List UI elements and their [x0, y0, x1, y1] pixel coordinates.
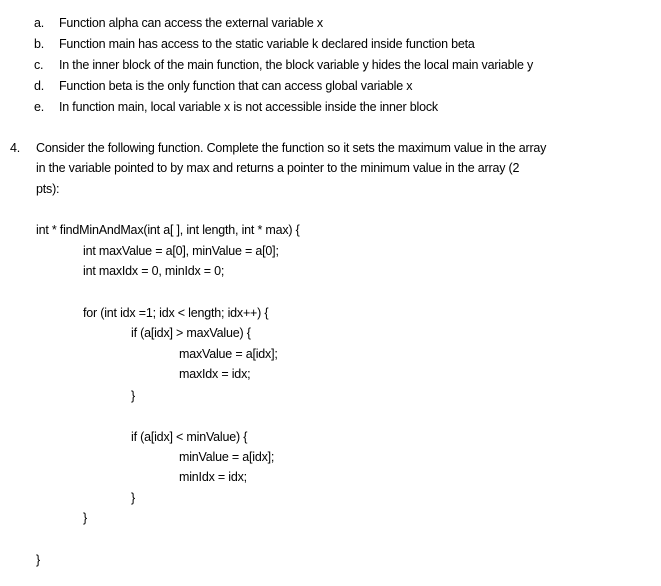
code-line-if-min: if (a[idx] < minValue) {: [131, 430, 248, 444]
option-text: In the inner block of the main function, the block variable y hides the local main variable y: [59, 58, 534, 72]
option-text: Function beta is the only function that can access global variable x: [59, 79, 413, 93]
code-line-if-max: if (a[idx] > maxValue) {: [131, 326, 251, 340]
code-line: minIdx = idx;: [179, 470, 247, 484]
question-text-line: pts):: [36, 182, 60, 196]
option-label: e.: [34, 100, 45, 114]
question-text-line: Consider the following function. Complete the function so it sets the maximum value in the array: [36, 141, 547, 155]
code-line-for-loop: for (int idx =1; idx < length; idx++) {: [83, 306, 269, 320]
question-text-line: in the variable pointed to by max and returns a pointer to the minimum value in the array (2: [36, 161, 520, 175]
code-line-close-brace: }: [131, 389, 135, 403]
question-number: 4.: [10, 141, 21, 155]
code-line-signature: int * findMinAndMax(int a[ ], int length, int * max) {: [36, 223, 300, 237]
option-label: b.: [34, 37, 45, 51]
option-text: In function main, local variable x is not accessible inside the inner block: [59, 100, 438, 114]
option-label: d.: [34, 79, 45, 93]
code-line-close-brace: }: [131, 491, 135, 505]
code-line-close-brace: }: [36, 553, 40, 567]
option-label: c.: [34, 58, 44, 72]
option-text: Function main has access to the static variable k declared inside function beta: [59, 37, 475, 51]
code-line: minValue = a[idx];: [179, 450, 275, 464]
option-text: Function alpha can access the external variable x: [59, 16, 323, 30]
code-line: maxIdx = idx;: [179, 367, 251, 381]
code-line: int maxIdx = 0, minIdx = 0;: [83, 264, 225, 278]
code-line: int maxValue = a[0], minValue = a[0];: [83, 244, 279, 258]
code-line-close-brace: }: [83, 511, 87, 525]
code-line: maxValue = a[idx];: [179, 347, 278, 361]
option-label: a.: [34, 16, 45, 30]
